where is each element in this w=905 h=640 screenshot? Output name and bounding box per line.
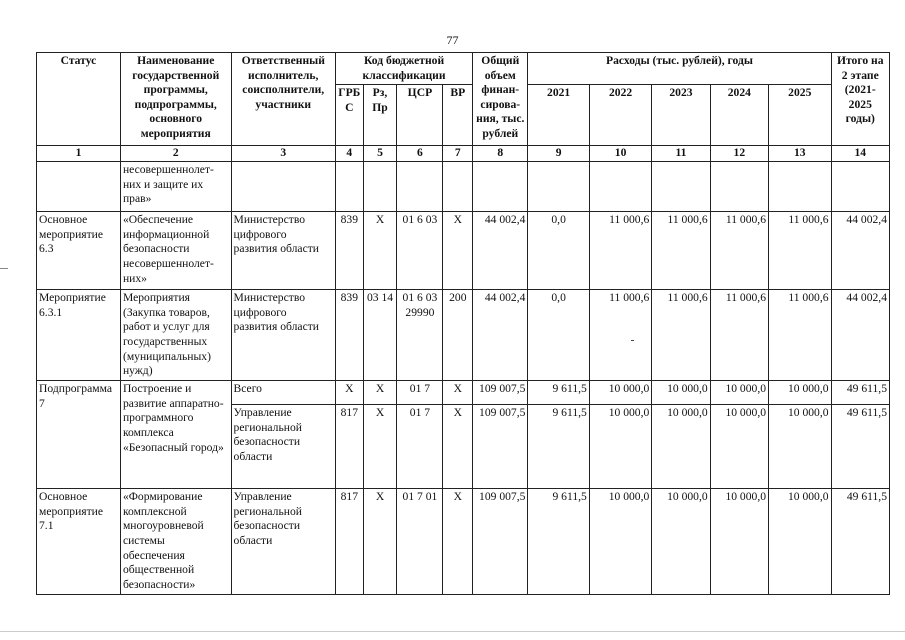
cell-vr: 200 [443,290,473,381]
cell-responsible [231,162,335,212]
col-number: 12 [710,146,768,162]
cell-grbs: 839 [335,212,363,290]
cell-vr: Х [443,212,473,290]
cell-vr [443,162,473,212]
header-2025: 2025 [769,85,832,146]
cell-responsible: Управление региональной безопасности области [231,489,335,595]
cell-csr [397,162,443,212]
cell-responsible: Министерство цифрового развития области [231,212,335,290]
col-number: 7 [443,146,473,162]
cell-2024: 10 000,0 [710,381,768,405]
cell-2021: 0,0 [528,212,589,290]
cell-rzpr: Х [363,212,397,290]
cell-2023: 10 000,0 [652,381,710,405]
cell-2024: 11 000,6 [710,212,768,290]
header-expenses: Расходы (тыс. рублей), годы [528,53,831,85]
table-row [37,162,890,212]
cell-2022: 10 000,0 [589,489,651,595]
cell-itogo: 49 611,5 [831,489,889,595]
cell-itogo: 44 002,4 [831,290,889,381]
col-number: 9 [528,146,589,162]
cell-2022: 11 000,6 [589,290,651,381]
cell-csr: 01 7 [397,405,443,489]
header-rzpr: Рз, Пр [363,85,397,146]
cell-2022: 10 000,0 [589,405,651,489]
budget-table [36,52,890,595]
col-number: 10 [589,146,651,162]
cell-status: Основное мероприятие 7.1 [37,489,121,595]
cell-name: несовершеннолет-них и защите их прав» [120,162,231,212]
cell-rzpr [363,162,397,212]
header-budget-code: Код бюджетной классификации [335,53,472,85]
cell-total: 109 007,5 [473,381,528,405]
cell-2023: 10 000,0 [652,489,710,595]
header-responsible: Ответственный исполнитель, соисполнители, участники [231,53,335,146]
col-number: 2 [120,146,231,162]
cell-2024: 11 000,6 [710,290,768,381]
col-number: 11 [652,146,710,162]
cell-responsible: Управление региональной безопасности области [231,405,335,489]
cell-total: 109 007,5 [473,489,528,595]
header-2021: 2021 [528,85,589,146]
cell-csr: 01 7 01 [397,489,443,595]
cell-total: 109 007,5 [473,405,528,489]
cell-2023 [652,162,710,212]
cell-total: 44 002,4 [473,290,528,381]
col-number: 1 [37,146,121,162]
col-number: 13 [769,146,832,162]
col-number: 4 [335,146,363,162]
header-2024: 2024 [710,85,768,146]
cell-grbs [335,162,363,212]
scan-bottom-edge [0,631,905,632]
cell-rzpr: Х [363,381,397,405]
header-total-fin: Общий объем финан-сирова-ния, тыс. рублей [473,53,528,146]
cell-status: Подпрограмма 7 [37,381,121,489]
header-status: Статус [37,53,121,146]
table-row [37,212,890,290]
cell-2022 [589,162,651,212]
cell-itogo: 49 611,5 [831,381,889,405]
cell-grbs: 839 [335,290,363,381]
cell-itogo: 44 002,4 [831,212,889,290]
cell-grbs: 817 [335,405,363,489]
page-number: 77 [446,33,459,47]
scan-edge-mark [0,268,8,269]
header-2022: 2022 [589,85,651,146]
header-vr: ВР [443,85,473,146]
scan-mark [631,340,634,341]
cell-2025: 10 000,0 [769,489,832,595]
cell-2022: 11 000,6 [589,212,651,290]
col-number: 5 [363,146,397,162]
header-name: Наименование государственной программы, подпрограммы, основного мероприятия [120,53,231,146]
cell-vr: Х [443,405,473,489]
cell-2023: 10 000,0 [652,405,710,489]
cell-2021: 0,0 [528,290,589,381]
cell-itogo [831,162,889,212]
cell-2025: 11 000,6 [769,212,832,290]
cell-2023: 11 000,6 [652,290,710,381]
cell-grbs: Х [335,381,363,405]
cell-name: «Обеспечение информационной безопасности несовершеннолет-них» [120,212,231,290]
cell-itogo: 49 611,5 [831,405,889,489]
cell-responsible: Министерство цифрового развития области [231,290,335,381]
cell-vr: Х [443,381,473,405]
cell-2021: 9 611,5 [528,489,589,595]
cell-name: «Формирование комплексной многоуровневой системы обеспечения общественной безопасности» [120,489,231,595]
cell-csr: 01 6 03 29990 [397,290,443,381]
cell-2025: 10 000,0 [769,381,832,405]
cell-2025: 10 000,0 [769,405,832,489]
col-number: 14 [831,146,889,162]
table-row [37,381,890,405]
cell-grbs: 817 [335,489,363,595]
cell-csr: 01 6 03 [397,212,443,290]
cell-2022: 10 000,0 [589,381,651,405]
cell-rzpr: Х [363,489,397,595]
header-itogo: Итого на 2 этапе (2021-2025 годы) [831,53,889,146]
cell-status: Основное мероприятие 6.3 [37,212,121,290]
cell-name: Мероприятия (Закупка товаров, работ и услуг для государственных (муниципальных) нужд) [120,290,231,381]
table-row [37,290,890,381]
cell-2024: 10 000,0 [710,489,768,595]
col-number: 3 [231,146,335,162]
cell-name: Построение и развитие аппаратно-программного комплекса «Безопасный город» [120,381,231,489]
cell-2021: 9 611,5 [528,381,589,405]
cell-rzpr: 03 14 [363,290,397,381]
header-2023: 2023 [652,85,710,146]
cell-2023: 11 000,6 [652,212,710,290]
cell-status [37,162,121,212]
header-csr: ЦСР [397,85,443,146]
cell-status: Мероприятие 6.3.1 [37,290,121,381]
cell-total [473,162,528,212]
cell-vr: Х [443,489,473,595]
cell-2025 [769,162,832,212]
cell-2024: 10 000,0 [710,405,768,489]
col-number: 6 [397,146,443,162]
cell-2025: 11 000,6 [769,290,832,381]
cell-2021 [528,162,589,212]
table-row [37,489,890,595]
cell-2021: 9 611,5 [528,405,589,489]
cell-responsible: Всего [231,381,335,405]
cell-csr: 01 7 [397,381,443,405]
cell-total: 44 002,4 [473,212,528,290]
cell-2024 [710,162,768,212]
header-grbs: ГРБ С [335,85,363,146]
cell-rzpr: Х [363,405,397,489]
col-number: 8 [473,146,528,162]
